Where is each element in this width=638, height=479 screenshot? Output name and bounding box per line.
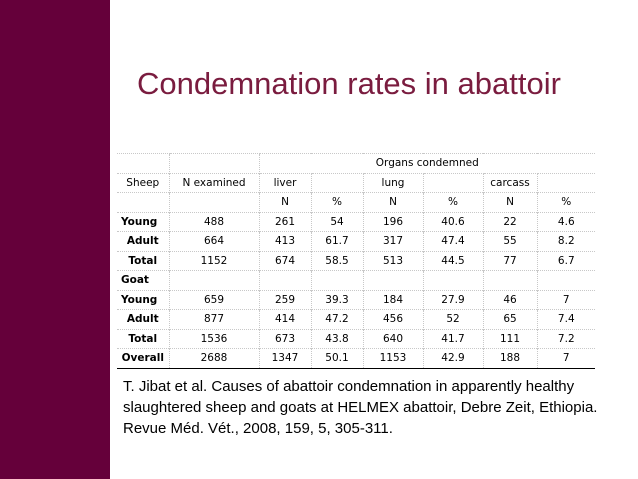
subheader-cell: % xyxy=(311,193,363,213)
subheader-cell: N xyxy=(363,193,423,213)
table-cell: 43.8 xyxy=(311,329,363,349)
table-cell: 4.6 xyxy=(537,212,595,232)
table-row-subheader xyxy=(117,193,595,213)
table-cell: 39.3 xyxy=(311,290,363,310)
table-cell: 877 xyxy=(169,310,259,330)
row-label: Total xyxy=(117,251,169,271)
table-cell: 414 xyxy=(259,310,311,330)
header-n-examined: N examined xyxy=(169,173,259,193)
table-cell: 317 xyxy=(363,232,423,252)
table-cell: 50.1 xyxy=(311,349,363,369)
table-cell: 1153 xyxy=(363,349,423,369)
table-cell: 413 xyxy=(259,232,311,252)
table-cell: 7.4 xyxy=(537,310,595,330)
table-row xyxy=(117,290,595,310)
table-cell: 42.9 xyxy=(423,349,483,369)
table-cell: 659 xyxy=(169,290,259,310)
goat-label: Goat xyxy=(117,271,169,291)
table-row-header xyxy=(117,173,595,193)
table-cell: 2688 xyxy=(169,349,259,369)
table-cell: 46 xyxy=(483,290,537,310)
table-cell: 52 xyxy=(423,310,483,330)
table-row-group-header xyxy=(117,154,595,174)
table-row xyxy=(117,310,595,330)
table-cell: 47.4 xyxy=(423,232,483,252)
table-cell: 47.2 xyxy=(311,310,363,330)
row-label: Adult xyxy=(117,232,169,252)
table-cell: 111 xyxy=(483,329,537,349)
row-label: Young xyxy=(117,212,169,232)
table-cell: 261 xyxy=(259,212,311,232)
table-cell: 7 xyxy=(537,349,595,369)
table-cell: 1152 xyxy=(169,251,259,271)
table-cell: 196 xyxy=(363,212,423,232)
table-cell: 456 xyxy=(363,310,423,330)
table-row xyxy=(117,251,595,271)
table-row xyxy=(117,232,595,252)
table-cell: 55 xyxy=(483,232,537,252)
table-cell: 44.5 xyxy=(423,251,483,271)
subheader-cell: % xyxy=(537,193,595,213)
row-label: Overall xyxy=(117,349,169,369)
table-cell: 27.9 xyxy=(423,290,483,310)
row-label: Total xyxy=(117,329,169,349)
table-cell: 58.5 xyxy=(311,251,363,271)
table-cell: 7 xyxy=(537,290,595,310)
table-row xyxy=(117,212,595,232)
table-cell: 673 xyxy=(259,329,311,349)
table-cell: 22 xyxy=(483,212,537,232)
table-cell: 65 xyxy=(483,310,537,330)
sidebar-band xyxy=(0,0,110,479)
table-cell: 8.2 xyxy=(537,232,595,252)
table-cell: 1347 xyxy=(259,349,311,369)
header-liver: liver xyxy=(259,173,311,193)
table-cell: 259 xyxy=(259,290,311,310)
table-cell: 77 xyxy=(483,251,537,271)
group-header-cell: Organs condemned xyxy=(259,154,595,174)
table-cell: 640 xyxy=(363,329,423,349)
slide-title: Condemnation rates in abattoir xyxy=(137,66,561,101)
table-row xyxy=(117,329,595,349)
subheader-cell: N xyxy=(483,193,537,213)
table-cell: 7.2 xyxy=(537,329,595,349)
table-cell: 184 xyxy=(363,290,423,310)
table-cell: 40.6 xyxy=(423,212,483,232)
table-cell: 61.7 xyxy=(311,232,363,252)
table-row-goat-label xyxy=(117,271,595,291)
citation-text: T. Jibat et al. Causes of abattoir condemnation in apparently healthy slaughtered sheep and goats at HELMEX abattoir, Debre Zeit, Ethiopia. Revue Méd. Vét., 2008, 159, 5, 305-311. xyxy=(123,378,598,437)
row-label: Adult xyxy=(117,310,169,330)
subheader-cell: N xyxy=(259,193,311,213)
table-cell: 41.7 xyxy=(423,329,483,349)
subheader-cell: % xyxy=(423,193,483,213)
table-cell: 1536 xyxy=(169,329,259,349)
table-cell: 6.7 xyxy=(537,251,595,271)
table-cell: 188 xyxy=(483,349,537,369)
row-label: Young xyxy=(117,290,169,310)
header-sheep: Sheep xyxy=(117,173,169,193)
header-carcass: carcass xyxy=(483,173,537,193)
table-cell: 664 xyxy=(169,232,259,252)
table-row xyxy=(117,349,595,369)
table-cell: 674 xyxy=(259,251,311,271)
condemnation-table xyxy=(117,153,595,369)
table-cell: 54 xyxy=(311,212,363,232)
table-cell: 488 xyxy=(169,212,259,232)
table-cell: 513 xyxy=(363,251,423,271)
header-lung: lung xyxy=(363,173,423,193)
